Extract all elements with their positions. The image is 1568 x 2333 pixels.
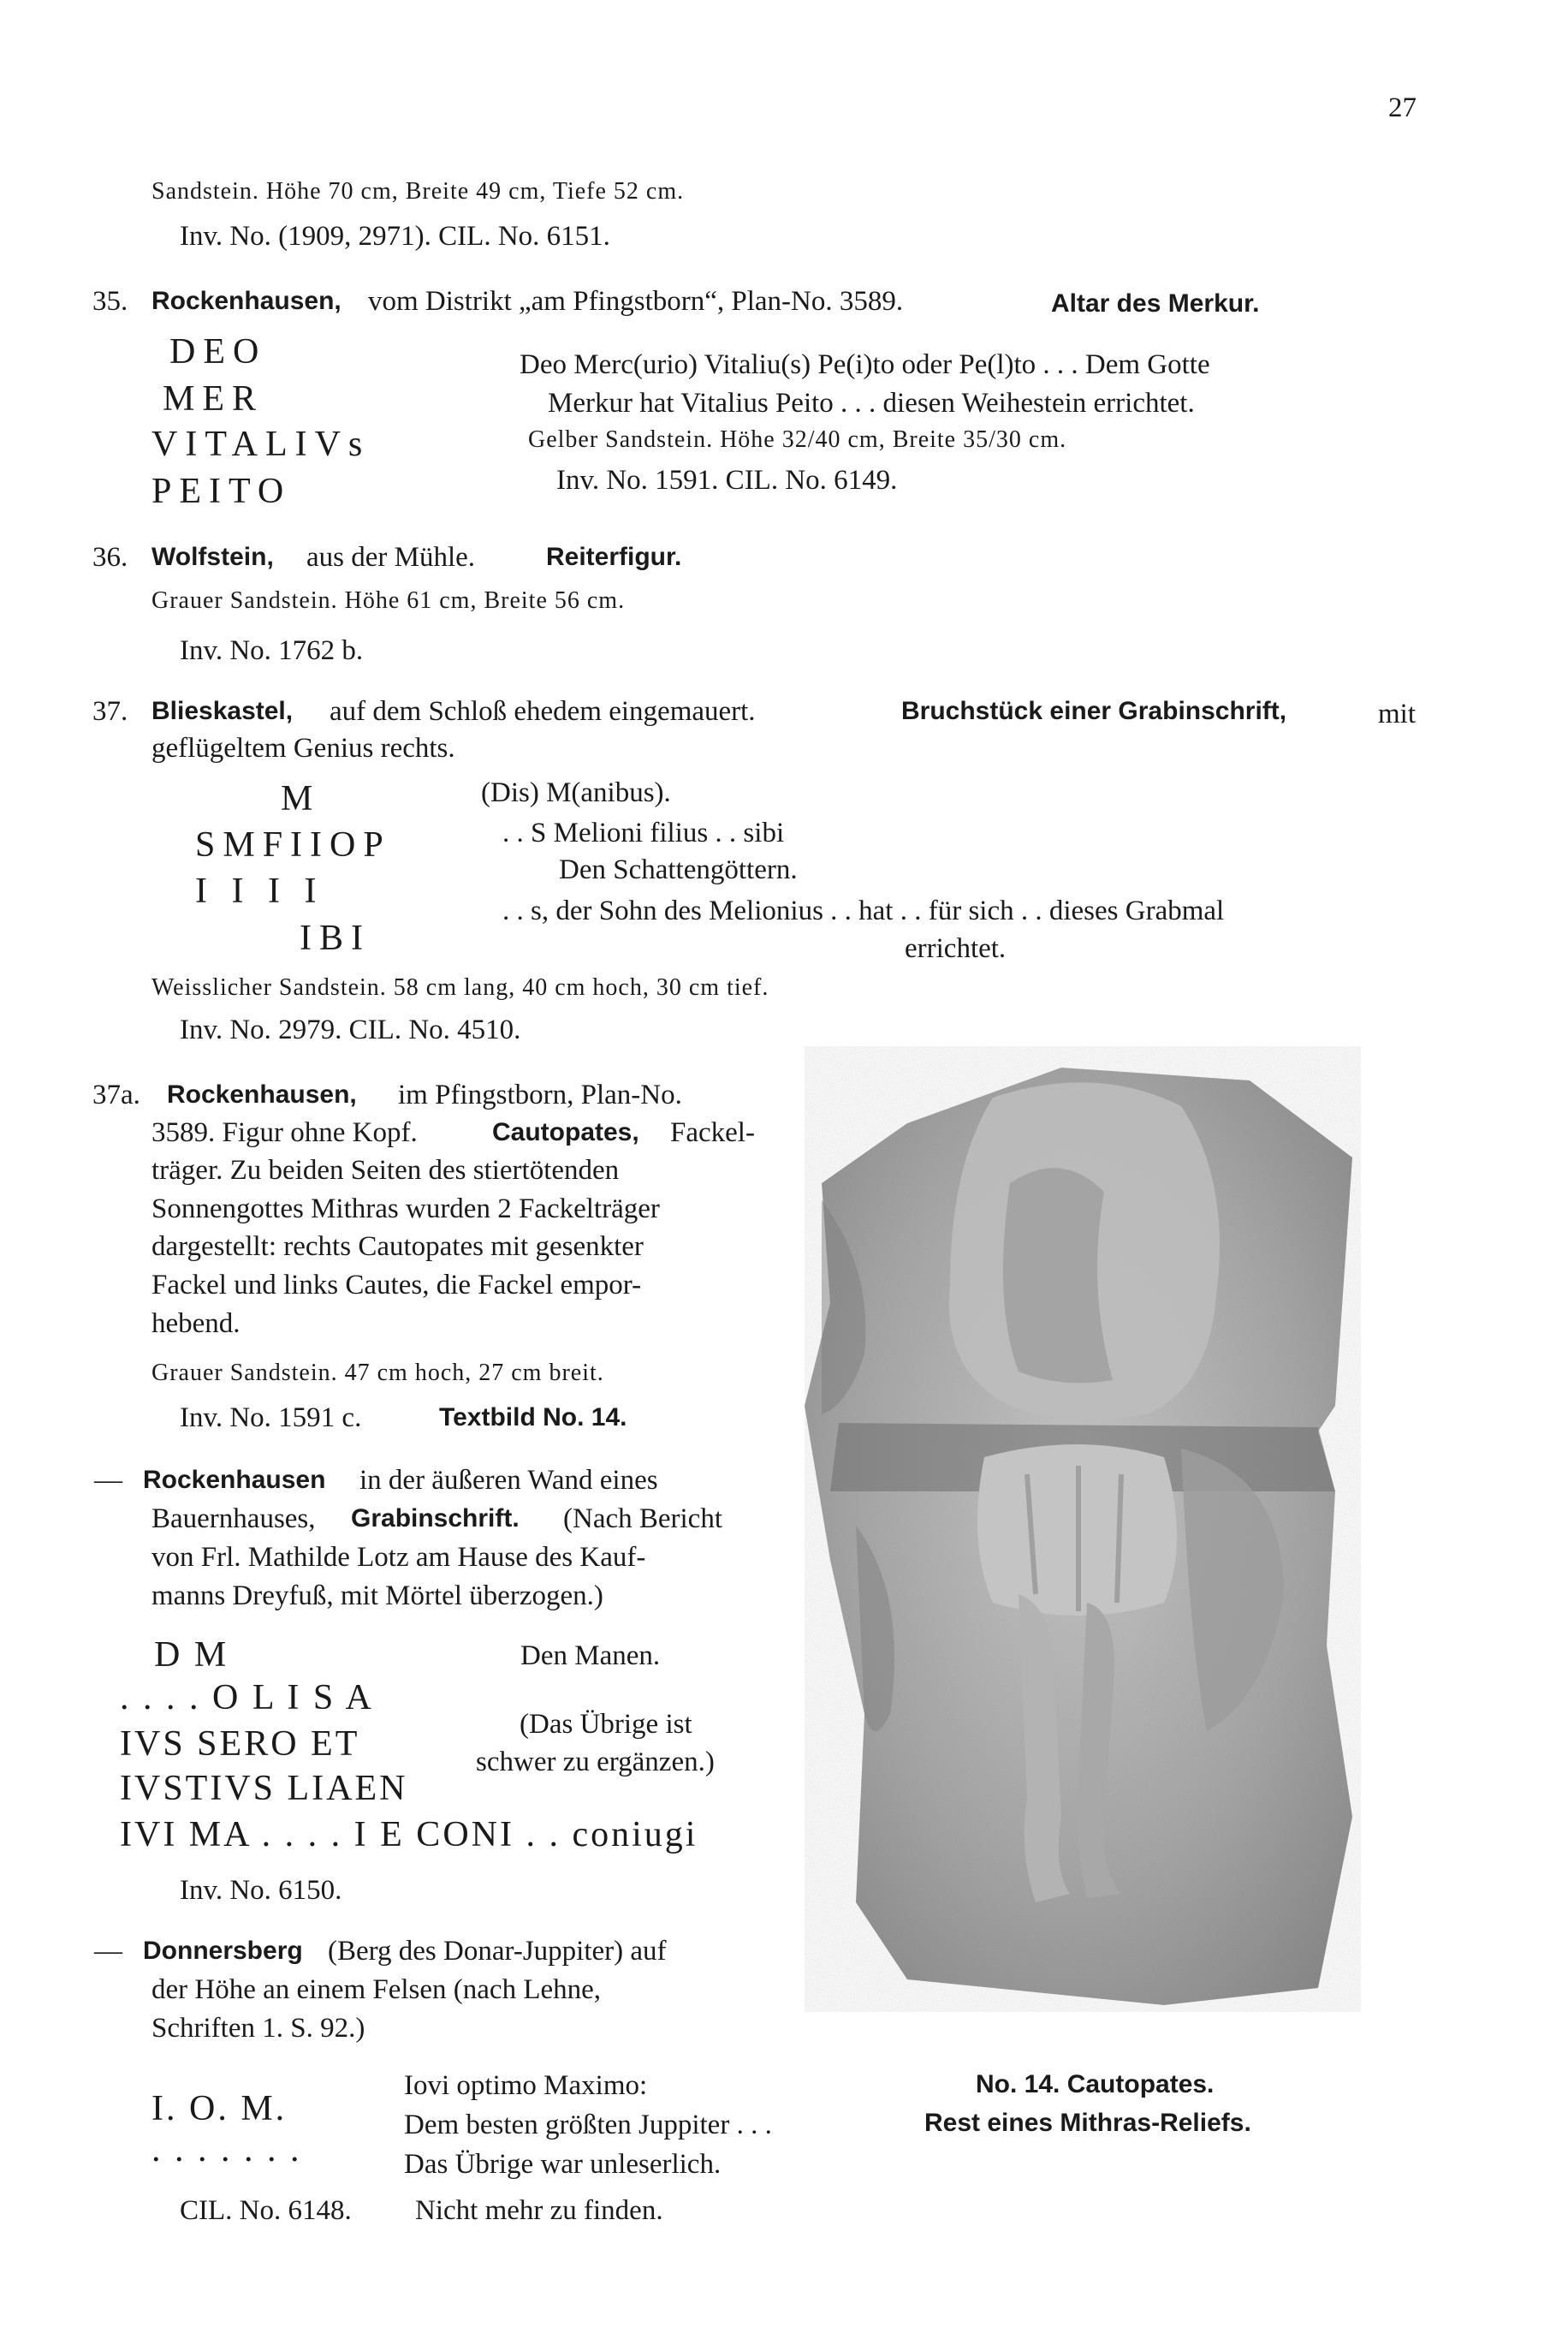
entry-37-translation-4: . . s, der Sohn des Melionius . . hat . . für sich . . dieses Grabmal (502, 896, 1225, 926)
entry-dash2-translation-2: Dem besten größten Juppiter . . . (404, 2110, 772, 2140)
entry-37a-material: Grauer Sandstein. 47 cm hoch, 27 cm breit. (151, 1360, 604, 1386)
entry-dash2-inscription-2: . . . . . . . (151, 2130, 302, 2169)
entry-35-inscription-4: PEITO (151, 472, 292, 511)
entry-dash2-line-3: Schriften 1. S. 92.) (151, 2013, 365, 2044)
entry-37-location: auf dem Schloß ehedem eingemauert. (330, 696, 756, 727)
entry-37a-line-1: im Pfingstborn, Plan-No. (398, 1080, 682, 1110)
entry-dash1-inscription-3: IVS SERO ET (120, 1724, 360, 1764)
entry-dash1-place: Rockenhausen (143, 1466, 326, 1494)
entry-37-title: Bruchstück einer Grabinschrift, (901, 697, 1287, 725)
entry-35-translation-1: Deo Merc(urio) Vitaliu(s) Pe(i)to oder Pe(l)to . . . Dem Gotte (520, 349, 1210, 380)
figure-caption-line-1: No. 14. Cautopates. (976, 2070, 1215, 2098)
entry-dash1-translation-2: (Das Übrige ist (520, 1709, 692, 1740)
entry-36-place: Wolfstein, (151, 543, 274, 571)
entry-34-material: Sandstein. Höhe 70 cm, Breite 49 cm, Tiefe 52 cm. (151, 178, 685, 205)
entry-37-translation-3: Den Schattengöttern. (559, 854, 798, 885)
entry-37a-number: 37a. (92, 1080, 140, 1110)
entry-36-material: Grauer Sandstein. Höhe 61 cm, Breite 56 cm. (151, 587, 626, 614)
entry-dash1-line-5: manns Dreyfuß, mit Mörtel überzogen.) (151, 1580, 603, 1611)
entry-dash1-line-4: von Frl. Mathilde Lotz am Hause des Kauf- (151, 1542, 646, 1573)
entry-35-title: Altar des Merkur. (1051, 289, 1260, 318)
entry-37-translation-2: . . S Melioni filius . . sibi (502, 818, 785, 848)
entry-36-number: 36. (92, 542, 128, 573)
page-number: 27 (1388, 92, 1417, 123)
entry-37-desc-line2: geflügeltem Genius rechts. (151, 733, 455, 764)
entry-37-desc-end: mit (1378, 699, 1417, 729)
entry-35-material: Gelber Sandstein. Höhe 32/40 cm, Breite 35/30 cm. (528, 426, 1067, 453)
entry-35-number: 35. (92, 286, 128, 317)
entry-dash1-translation-1: Den Manen. (520, 1640, 661, 1671)
entry-37a-place: Rockenhausen, (167, 1080, 357, 1109)
entry-dash1-inscription-4: IVSTIVS LIAEN (120, 1769, 408, 1808)
entry-37a-title-tail: Fackel- (670, 1117, 755, 1148)
entry-dash1-inscription-2: . . . . O L I S A (120, 1678, 374, 1717)
entry-dash1-inv: Inv. No. 6150. (180, 1875, 342, 1906)
entry-37-material: Weisslicher Sandstein. 58 cm lang, 40 cm hoch, 30 cm tief. (151, 974, 769, 1001)
entry-dash2-translation-1: Iovi optimo Maximo: (404, 2070, 648, 2101)
entry-37a-inv: Inv. No. 1591 c. (180, 1402, 362, 1433)
figure-caption-line-2: Rest eines Mithras-Reliefs. (924, 2109, 1251, 2137)
entry-dash1-line-1: in der äußeren Wand eines (359, 1465, 658, 1496)
entry-36-title: Reiterfigur. (546, 543, 682, 571)
entry-dash1-line-2: Bauernhauses, (151, 1503, 316, 1534)
entry-37a-line-2: 3589. Figur ohne Kopf. (151, 1117, 418, 1148)
entry-36-inv: Inv. No. 1762 b. (180, 635, 364, 666)
entry-37a-line-6: Fackel und links Cautes, die Fackel empor- (151, 1270, 642, 1300)
entry-37-inv: Inv. No. 2979. CIL. No. 4510. (180, 1015, 521, 1045)
entry-dash2-note: Nicht mehr zu finden. (415, 2195, 663, 2226)
entry-36-location: aus der Mühle. (306, 542, 476, 573)
entry-37a-line-5: dargestellt: rechts Cautopates mit gesenkter (151, 1231, 644, 1262)
entry-34-inv: Inv. No. (1909, 2971). CIL. No. 6151. (180, 221, 610, 252)
entry-35-inscription-2: MER (163, 379, 264, 419)
entry-37-place: Blieskastel, (151, 697, 294, 725)
entry-dash1-title: Grabinschrift. (351, 1504, 520, 1533)
entry-37a-line-7: hebend. (151, 1308, 241, 1339)
entry-dash2-dash: — (94, 1936, 122, 1967)
entry-dash2-line-1: (Berg des Donar-Juppiter) auf (328, 1936, 667, 1967)
entry-dash2-translation-3: Das Übrige war unleserlich. (404, 2149, 722, 2180)
entry-dash1-dash: — (94, 1465, 122, 1496)
entry-37-number: 37. (92, 696, 128, 727)
entry-35-place: Rockenhausen, (151, 287, 342, 315)
entry-37-inscription-3: I I I I (195, 872, 324, 911)
entry-dash1-inscription-1: D M (154, 1635, 229, 1675)
entry-37a-line-3: träger. Zu beiden Seiten des stiertötenden (151, 1155, 620, 1186)
entry-dash1-inscription-5: IVI MA . . . . I E CONI . . coniugi (120, 1815, 698, 1854)
entry-35-inscription-3: VITALIVs (151, 425, 371, 464)
entry-dash2-line-2: der Höhe an einem Felsen (nach Lehne, (151, 1974, 602, 2005)
entry-35-translation-2: Merkur hat Vitalius Peito . . . diesen Weihestein errichtet. (548, 388, 1195, 419)
entry-37-inscription-2: SMFIIOP (195, 825, 391, 865)
entry-37a-textbild: Textbild No. 14. (439, 1403, 627, 1431)
entry-35-inv: Inv. No. 1591. CIL. No. 6149. (556, 465, 898, 496)
entry-dash2-place: Donnersberg (143, 1937, 303, 1965)
cautopates-relief-photo (805, 1046, 1361, 2012)
entry-37-translation-5: errichtet. (905, 933, 1007, 964)
entry-dash1-line-3: (Nach Bericht (563, 1503, 722, 1534)
entry-dash1-translation-3: schwer zu ergänzen.) (476, 1747, 715, 1777)
entry-dash2-inscription-1: I. O. M. (151, 2089, 288, 2128)
entry-35-location: vom Distrikt „am Pfingstborn“, Plan-No. 3589. (368, 286, 904, 317)
entry-37a-title: Cautopates, (492, 1118, 639, 1146)
entry-37-translation-1: (Dis) M(anibus). (481, 777, 671, 808)
entry-dash2-cil: CIL. No. 6148. (180, 2195, 352, 2226)
entry-37a-line-4: Sonnengottes Mithras wurden 2 Fackelträger (151, 1193, 660, 1224)
entry-37-inscription-4: IBI (300, 919, 371, 958)
entry-37-inscription-1: M (281, 779, 321, 818)
entry-35-inscription-1: DEO (169, 332, 267, 372)
